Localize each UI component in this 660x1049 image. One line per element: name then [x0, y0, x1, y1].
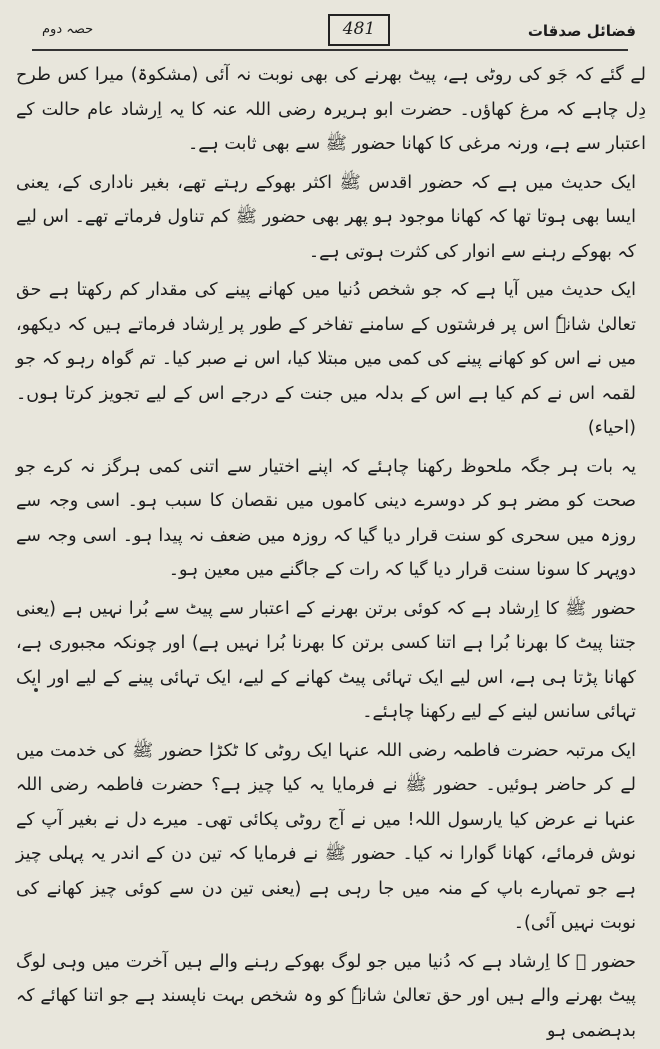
paragraph: یہ بات ہر جگہ ملحوظ رکھنا چاہئے کہ اپنے اختیار سے اتنی کمی ہرگز نہ کرے جو صحت کو مضر ہو کر دوسرے دینی کاموں میں نقصان کا سبب ہو۔ اسی وجہ سے روزہ میں سحری کو سنت قرار دیا گیا کہ روزہ میں ضعف نہ پیدا ہو۔ اسی وجہ سے دوپہر کا سونا سنت قرار دیا گیا کہ رات کے جاگنے میں معین ہو۔: [16, 456, 636, 580]
part-label: حصہ دوم: [42, 22, 94, 37]
paragraph: لے گئے کہ جَو کی روٹی ہے، پیٹ بھرنے کی بھی نوبت نہ آئی (مشکوۃ) میرا کس طرح دِل چاہے کہ مرغ کھاؤں۔ حضرت ابو ہریرہ رضی اللہ عنہ کا یہ اِرشاد عام حالت کے اعتبار سے ہے، ورنہ مرغی کا کھانا حضور ﷺ سے بھی ثابت ہے۔: [16, 65, 646, 154]
header-rule: [32, 49, 628, 51]
page-number: 481: [328, 14, 390, 46]
page-header: [16, 0, 646, 50]
margin-dot: [34, 688, 38, 692]
paragraph: حضور ﷺ کا اِرشاد ہے کہ دُنیا میں جو لوگ بھوکے رہنے والے ہیں آخرت میں وہی لوگ پیٹ بھرنے والے ہیں اور حق تعالیٰ شانہٗ کو وہ شخص بہت ناپسند ہے جو اتنا کھائے کہ بدہضمی ہو: [16, 951, 636, 1041]
book-title: فضائل صدقات: [527, 22, 636, 40]
paragraph: ایک حدیث میں آیا ہے کہ جو شخص دُنیا میں کھانے پینے کی مقدار کم رکھتا ہے حق تعالیٰ شانہٗ اس پر فرشتوں کے سامنے تفاخر کے طور پر اِرشاد فرماتے ہیں کہ دیکھو، میں نے اس کو کھانے پینے کی کمی میں مبتلا کیا، اس نے صبر کیا۔ تم گواہ رہو کہ جو لقمہ اس نے کم کیا ہے اس کے بدلہ میں جنت کے درجے اس کے لیے تجویز کرتا ہوں۔ (احیاء): [16, 280, 636, 438]
paragraph: ایک مرتبہ حضرت فاطمہ رضی اللہ عنہا ایک روٹی کا ٹکڑا حضور ﷺ کی خدمت میں لے کر حاضر ہوئیں۔ حضور ﷺ نے فرمایا یہ کیا چیز ہے؟ حضرت فاطمہ رضی اللہ عنہا نے عرض کیا یارسول اللہ! میں نے آج روٹی پکائی تھی۔ میرے دل نے بغیر آپ کے نوش فرمائے، کھانا گوارا نہ کیا۔ حضور ﷺ نے فرمایا کہ تین دن کے اندر یہ پہلی چیز ہے جو تمہارے باپ کے منہ میں جا رہی ہے (یعنی تین دن سے کوئی چیز کھانے کی نوبت نہیں آئی)۔: [16, 740, 636, 933]
paragraph: ایک حدیث میں ہے کہ حضور اقدس ﷺ اکثر بھوکے رہتے تھے، بغیر ناداری کے، یعنی ایسا بھی ہوتا تھا کہ کھانا موجود ہو پھر بھی حضور ﷺ کم تناول فرماتے تھے۔ اس لیے کہ بھوکے رہنے سے انوار کی کثرت ہوتی ہے۔: [16, 172, 636, 262]
page-body: [16, 50, 646, 1048]
paragraph: حضور ﷺ کا اِرشاد ہے کہ کوئی برتن بھرنے کے اعتبار سے پیٹ سے بُرا نہیں ہے (یعنی جتنا پیٹ کا بھرنا بُرا ہے اتنا کسی برتن کا بھرنا بُرا نہیں ہے) اور چونکہ مجبوری ہے، کھانا پڑتا ہی ہے، اس لیے ایک تہائی پیٹ کھانے کے لیے، ایک تہائی پینے کے لیے اور ایک تہائی سانس لینے کے لیے رکھنا چاہئے۔: [16, 598, 636, 722]
